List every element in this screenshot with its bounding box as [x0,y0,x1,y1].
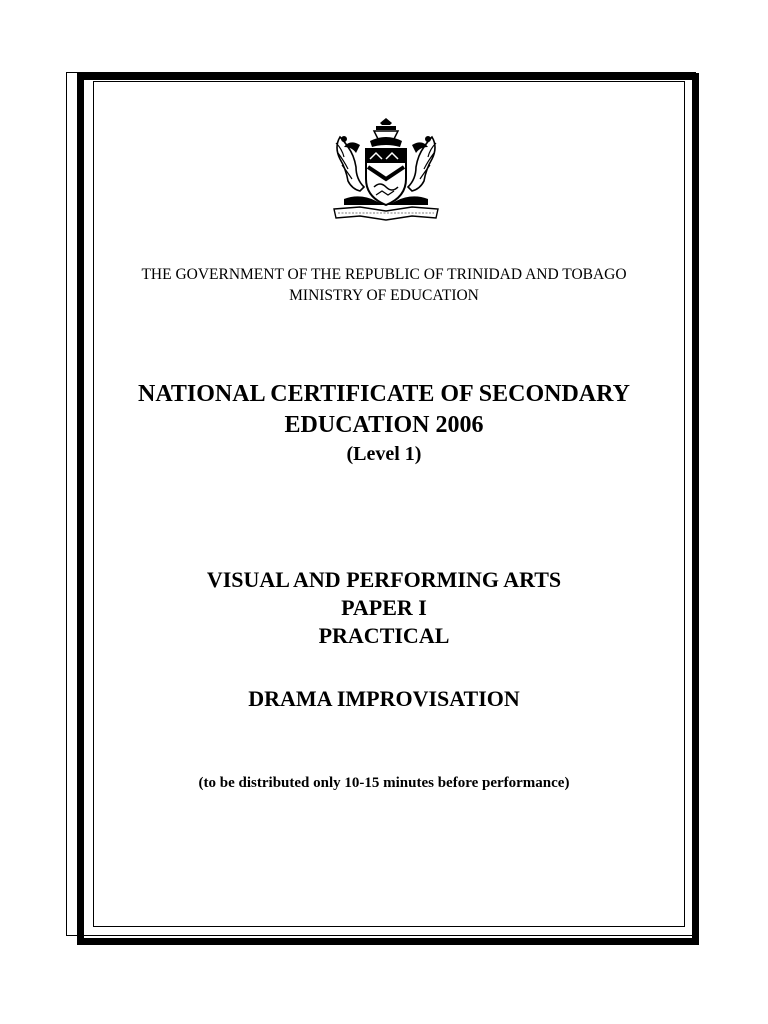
certificate-title-line2: EDUCATION 2006 [284,412,484,438]
ministry-name: MINISTRY OF EDUCATION [289,287,479,304]
coat-of-arms-icon [330,117,442,223]
paper-type: PRACTICAL [318,623,450,648]
exam-title: DRAMA IMPROVISATION [248,686,520,711]
paper-number: PAPER I [341,595,427,620]
subject-block [0,566,768,650]
distribution-note: (to be distributed only 10-15 minutes before performance) [198,775,570,791]
certificate-level: (Level 1) [346,443,422,465]
subject-name: VISUAL AND PERFORMING ARTS [206,567,562,592]
certificate-title-line1: NATIONAL CERTIFICATE OF SECONDARY [138,381,630,407]
certificate-title [0,379,768,467]
government-header [0,264,768,306]
government-name: THE GOVERNMENT OF THE REPUBLIC OF TRINIDAD AND TOBAGO [141,266,627,283]
